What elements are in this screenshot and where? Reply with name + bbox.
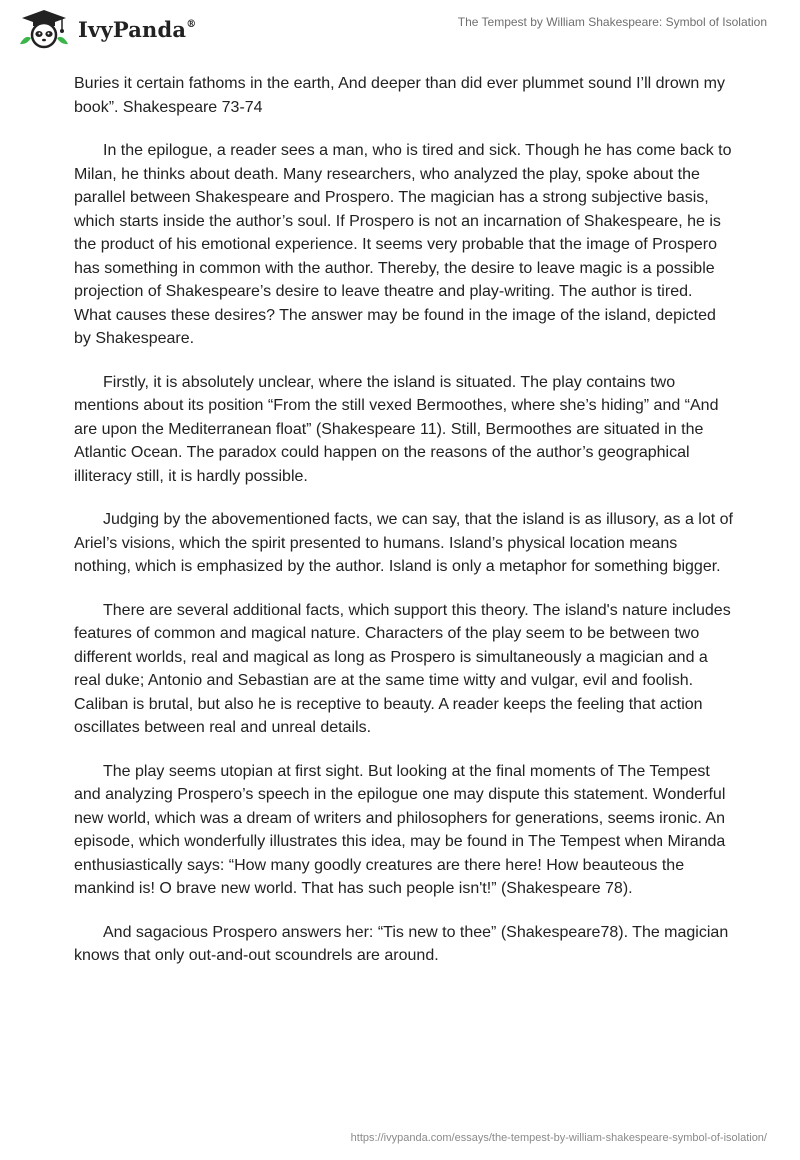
essay-body (74, 72, 734, 988)
paragraph: In the epilogue, a reader sees a man, who is tired and sick. Though he has come back to Milan, he thinks about death. Many researchers, who analyzed the play, spoke about the parallel between Shakespeare and Prospero. The magician has a strong subjective basis, which starts inside the author’s soul. If Prospero is not an incarnation of Shakespeare, he is the product of his emotional experience. It seems very probable that the image of Prospero has something in common with the author. Thereby, the desire to leave magic is a possible projection of Shakespeare’s desire to leave theatre and play-writing. The author is tired. What causes these desires? The answer may be found in the image of the island, depicted by Shakespeare. (74, 142, 732, 347)
document-title: The Tempest by William Shakespeare: Symbol of Isolation (457, 15, 767, 29)
ivypanda-logo[interactable] (16, 8, 196, 50)
panda-graduate-logo-icon (16, 8, 72, 50)
page-header (0, 0, 800, 60)
paragraph: And sagacious Prospero answers her: “Tis new to thee” (Shakespeare78). The magician knows that only out-and-out scoundrels are around. (74, 923, 729, 964)
source-url-link[interactable]: https://ivypanda.com/essays/the-tempest-by-william-shakespeare-symbol-of-isolation/ (350, 1132, 767, 1144)
paragraph: Firstly, it is absolutely unclear, where the island is situated. The play contains two mentions about its position “From the still vexed Bermoothes, where she’s hiding” and “And are upon the Mediterranean float” (Shakespeare 11). Still, Bermoothes are situated in the Atlantic Ocean. The paradox could happen on the reasons of the author’s geographical illiteracy still, it is hardly possible. (74, 373, 719, 485)
paragraph: Judging by the abovementioned facts, we can say, that the island is as illusory, as a lot of Ariel’s visions, which the spirit presented to humans. Island’s physical location means nothing, which is emphasized by the author. Island is only a metaphor for something bigger. (74, 511, 733, 575)
paragraph: The play seems utopian at first sight. But looking at the final moments of The Tempest and analyzing Prospero’s speech in the epilogue one may dispute this statement. Wonderful new world, which was a dream of writers and philosophers for generations, seems ironic. An episode, which wonderfully illustrates this idea, may be found in The Tempest when Miranda enthusiastically says: “How many goodly creatures are there here! How beauteous the mankind is! O brave new world. That has such people isn't!” (Shakespeare 78). (74, 762, 726, 897)
brand-name: IvyPanda® (78, 16, 197, 42)
paragraph: Buries it certain fathoms in the earth, And deeper than did ever plummet sound I’ll drown my book”. Shakespeare 73-74 (74, 75, 726, 116)
paragraph: There are several additional facts, which support this theory. The island's nature includes features of common and magical nature. Characters of the play seem to be between two different worlds, real and magical as long as Prospero is simultaneously a magician and a real duke; Antonio and Sebastian are at the same time witty and vulgar, evil and foolish. Caliban is brutal, but also he is receptive to beauty. A reader keeps the feeling that action oscillates between real and unreal details. (74, 601, 731, 736)
